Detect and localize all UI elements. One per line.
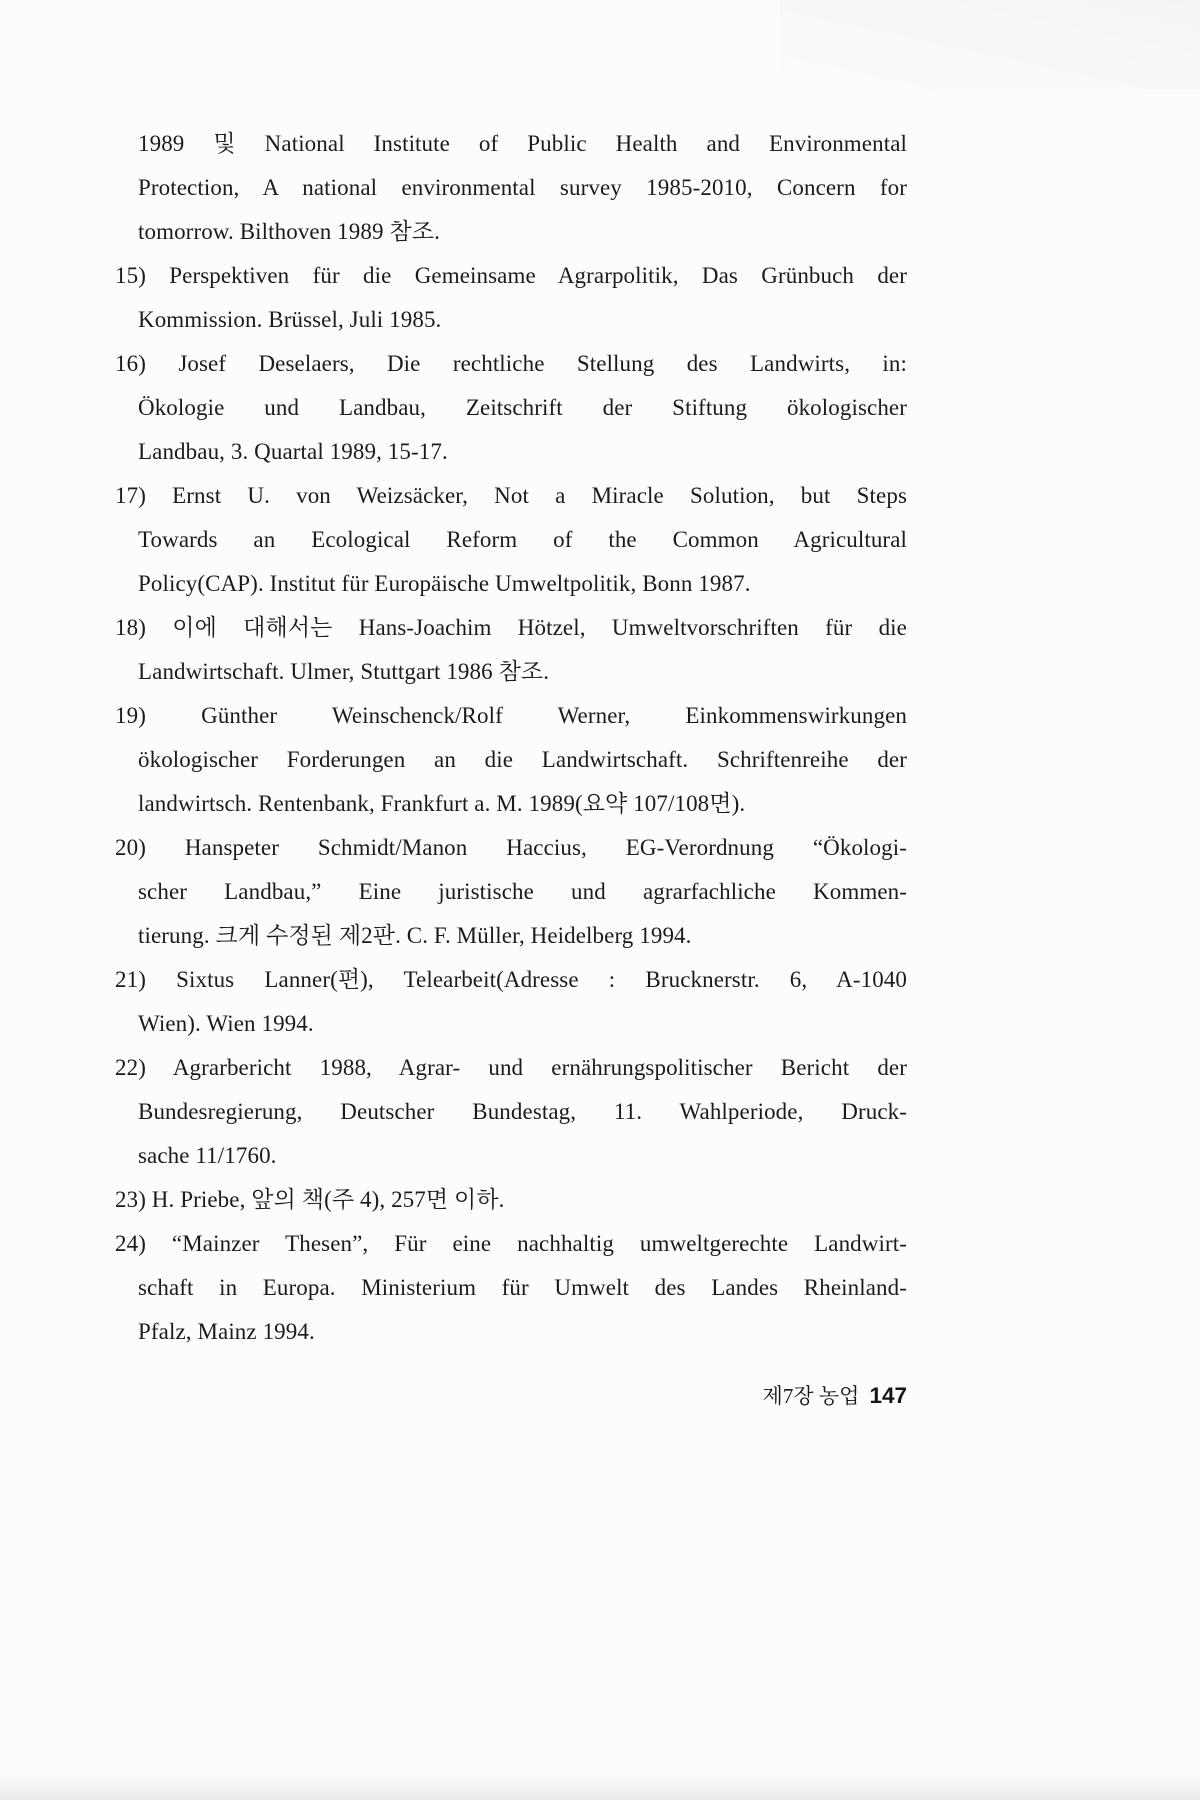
footnote-17 (115, 474, 907, 606)
footnote-22 (115, 1046, 907, 1178)
footnote-line: tomorrow. Bilthoven 1989 참조. (138, 219, 440, 244)
footnote-line: Towards an Ecological Reform of the Common Agricultural (138, 527, 907, 552)
footnote-line: Protection, A national environmental survey 1985-2010, Concern for (138, 175, 907, 200)
footnote-line: Kommission. Brüssel, Juli 1985. (138, 307, 442, 332)
footnote-line: 20) Hanspeter Schmidt/Manon Haccius, EG-Verordnung “Ökologi- (115, 835, 907, 860)
footnote-line: Landbau, 3. Quartal 1989, 15-17. (138, 439, 448, 464)
page-number: 147 (869, 1383, 907, 1408)
footnote-19 (115, 694, 907, 826)
footnote-14-continuation (115, 122, 907, 254)
footnote-line: 22) Agrarbericht 1988, Agrar- und ernährungspolitischer Bericht der (115, 1055, 907, 1080)
footnote-line: scher Landbau,” Eine juristische und agrarfachliche Kommen- (138, 879, 907, 904)
footnote-line: 19) Günther Weinschenck/Rolf Werner, Einkommenswirkungen (115, 703, 907, 728)
scan-artifact-shadow (0, 1774, 1200, 1800)
footnote-line: 1989 및 National Institute of Public Health and Environmental (138, 131, 907, 156)
footnote-23 (115, 1178, 907, 1222)
footnote-line: schaft in Europa. Ministerium für Umwelt des Landes Rheinland- (138, 1275, 907, 1300)
footnote-line: 15) Perspektiven für die Gemeinsame Agrarpolitik, Das Grünbuch der (115, 263, 907, 288)
footnote-line: 18) 이에 대해서는 Hans-Joachim Hötzel, Umweltvorschriften für die (115, 615, 907, 640)
footnote-line: Wien). Wien 1994. (138, 1011, 314, 1036)
footnote-line: ökologischer Forderungen an die Landwirtschaft. Schriftenreihe der (138, 747, 907, 772)
footnote-line: tierung. 크게 수정된 제2판. C. F. Müller, Heidelberg 1994. (138, 923, 692, 948)
footnote-24 (115, 1222, 907, 1354)
footnote-line: sache 11/1760. (138, 1143, 277, 1168)
footnote-line: Landwirtschaft. Ulmer, Stuttgart 1986 참조. (138, 659, 550, 684)
scan-artifact-shade (780, 0, 1200, 90)
footnote-line: Bundesregierung, Deutscher Bundestag, 11. Wahlperiode, Druck- (138, 1099, 907, 1124)
footnotes-block (115, 122, 907, 1354)
footnote-line: landwirtsch. Rentenbank, Frankfurt a. M. 1989(요약 107/108면). (138, 791, 746, 816)
footnote-line: Ökologie und Landbau, Zeitschrift der Stiftung ökologischer (138, 395, 907, 420)
footnote-16 (115, 342, 907, 474)
footnote-21 (115, 958, 907, 1046)
footnote-line: Pfalz, Mainz 1994. (138, 1319, 315, 1344)
page-footer (115, 1381, 907, 1411)
footnote-line: 24) “Mainzer Thesen”, Für eine nachhaltig umweltgerechte Landwirt- (115, 1231, 907, 1256)
footnote-line: 16) Josef Deselaers, Die rechtliche Stellung des Landwirts, in: (115, 351, 907, 376)
footnote-line: Policy(CAP). Institut für Europäische Umweltpolitik, Bonn 1987. (138, 571, 751, 596)
footnote-line: 21) Sixtus Lanner(편), Telearbeit(Adresse : Brucknerstr. 6, A-1040 (115, 967, 907, 992)
footnote-15 (115, 254, 907, 342)
footnote-20 (115, 826, 907, 958)
footnote-18 (115, 606, 907, 694)
footnote-line: 23) H. Priebe, 앞의 책(주 4), 257면 이하. (115, 1187, 505, 1212)
footnote-line: 17) Ernst U. von Weizsäcker, Not a Miracle Solution, but Steps (115, 483, 907, 508)
chapter-label: 제7장 농업 (762, 1384, 860, 1408)
